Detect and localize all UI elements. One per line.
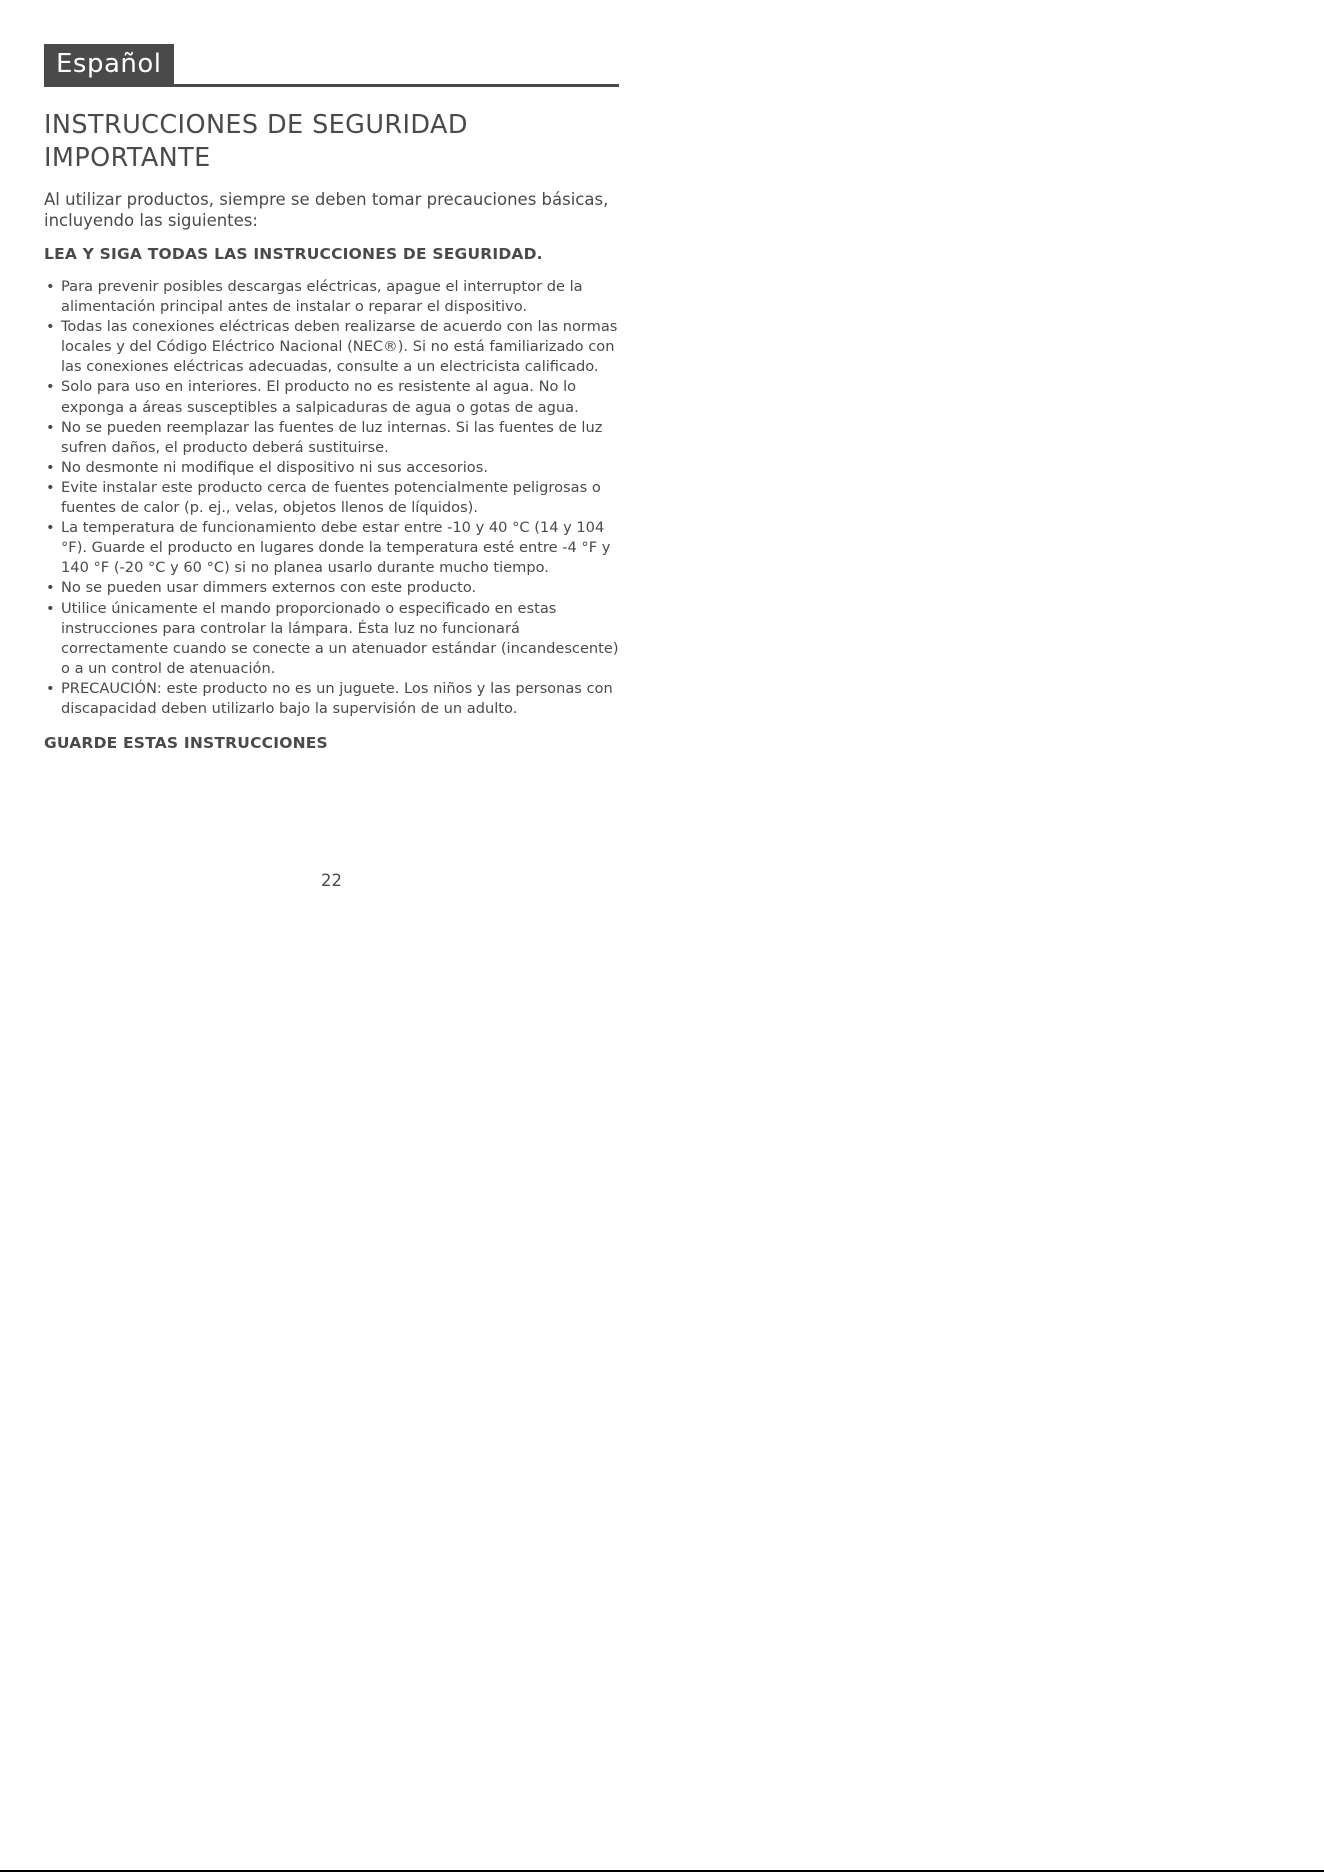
save-instructions-heading: GUARDE ESTAS INSTRUCCIONES [44,734,328,753]
page-number: 22 [321,871,342,890]
safety-rule [44,578,619,598]
safety-rule-text: Todas las conexiones eléctricas deben realizarse de acuerdo con las normas locales y del Código Eléctrico Nacional (NEC®). Si no está familiarizado con las conexiones eléctricas adecuadas, consulte a un electricista calificado. [61,318,618,376]
read-and-follow-heading: LEA Y SIGA TODAS LAS INSTRUCCIONES DE SEGURIDAD. [44,245,543,263]
safety-rule [44,277,619,317]
safety-rule [44,679,619,719]
safety-rule [44,418,619,458]
safety-rules-list [44,277,619,719]
bullet-icon: • [46,478,55,496]
bullet-icon: • [46,519,55,537]
safety-rule-text: No desmonte ni modifique el dispositivo ni sus accesorios. [61,458,488,476]
safety-rule-text: PRECAUCIÓN: este producto no es un juguete. Los niños y las personas con discapacidad deben utilizarlo bajo la supervisión de un adulto. [61,679,613,717]
safety-rule [44,599,619,679]
bullet-icon: • [46,679,55,697]
bullet-icon: • [46,278,55,295]
language-tab: Español [44,44,174,84]
document-column [44,44,619,754]
safety-rule-text: La temperatura de funcionamiento debe estar entre -10 y 40 °C (14 y 104 °F). Guarde el producto en lugares donde la temperatura esté entre -4 °F y 140 °F (-20 °C y 60 °C) si no planea usarlo durante mucho tiempo. [61,519,611,577]
safety-rule [44,317,619,377]
bullet-icon: • [46,599,55,617]
bullet-icon: • [46,458,55,476]
bullet-icon: • [46,418,55,436]
bullet-icon: • [46,378,55,396]
safety-rule-text: No se pueden usar dimmers externos con este producto. [61,579,477,597]
safety-rule [44,458,619,478]
safety-rule-text: Evite instalar este producto cerca de fuentes potencialmente peligrosas o fuentes de calor (p. ej., velas, objetos llenos de líquidos). [61,478,601,517]
intro-paragraph: Al utilizar productos, siempre se deben tomar precauciones básicas, incluyendo las siguientes: [44,190,609,230]
bullet-icon: • [46,318,55,336]
safety-rule [44,518,619,578]
safety-rule-text: No se pueden reemplazar las fuentes de luz internas. Si las fuentes de luz sufren daños, el producto deberá sustituirse. [61,418,603,456]
safety-rule-text: Utilice únicamente el mando proporcionado o especificado en estas instrucciones para controlar la lámpara. Ésta luz no funcionará correctamente cuando se conecte a un atenuador estándar (incandescente) o a un control de atenuación. [61,599,619,677]
safety-rule [44,377,619,417]
language-header [44,44,619,87]
page-title: INSTRUCCIONES DE SEGURIDAD IMPORTANTE [44,110,468,173]
bullet-icon: • [46,579,55,597]
safety-rule [44,478,619,518]
safety-rule-text: Para prevenir posibles descargas eléctricas, apague el interruptor de la alimentación principal antes de instalar o reparar el dispositivo. [61,278,583,316]
safety-rule-text: Solo para uso en interiores. El producto no es resistente al agua. No lo exponga a áreas susceptibles a salpicaduras de agua o gotas de agua. [61,378,579,416]
